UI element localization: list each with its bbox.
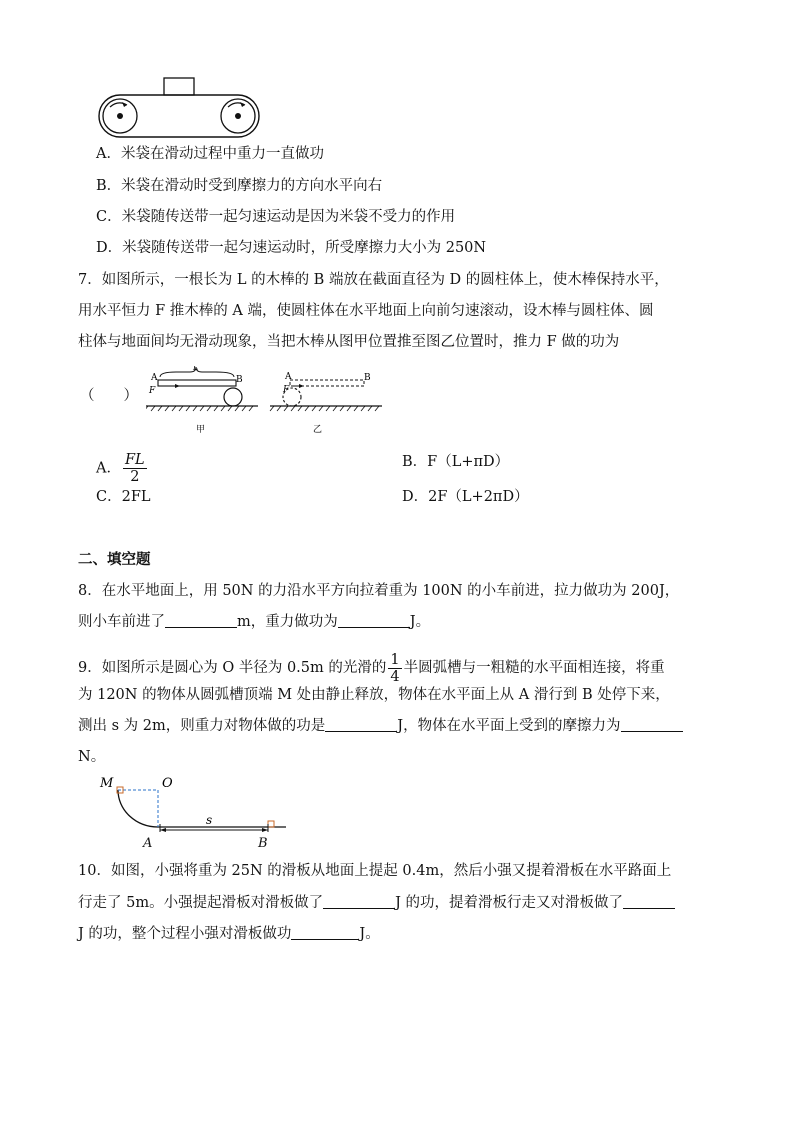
label-o: O [162,776,173,791]
q9-text-a: 9．如图所示是圆心为 O 半径为 0.5m 的光滑的 [78,660,387,676]
q9-text-d: J，物体在水平面上受到的摩擦力为 [397,718,621,734]
q9-line-4: N。 [78,749,106,765]
label-yi: 乙 [313,425,323,435]
q9-fraction-denominator: 4 [390,668,400,685]
q10-text-b: J 的功，提着滑板行走又对滑板做了 [395,895,624,911]
q9-fraction-numerator: 1 [390,651,400,668]
label-l: L [193,366,199,372]
option-d: D．米袋随传送带一起匀速运动时，所受摩擦力大小为 250N [96,240,487,256]
q7-option-c: C．2FL [96,489,151,505]
rice-bag [164,78,194,95]
block-at-b [268,821,274,827]
q9-line-3 [78,716,683,736]
q7-option-a [96,452,149,485]
q9-quarter-fraction [388,652,401,685]
label-s: s [206,813,213,827]
option-a: A．米袋在滑动过程中重力一直做功 [96,146,324,162]
q7-line-1: 7．如图所示，一根长为 L 的木棒的 B 端放在截面直径为 D 的圆柱体上，使木棒保持水平， [78,272,669,288]
label-b: B [258,836,268,851]
label-a: A [143,836,153,851]
label-f-jia: F [149,386,156,396]
q8-text-a: 则小车前进了 [78,614,165,630]
q8-line-2 [78,612,430,632]
label-a-yi: A [285,372,292,382]
q9-text-c: 测出 s 为 2m，则重力对物体做的功是 [78,718,326,734]
q10-text-a: 行走了 5m。小强提起滑板对滑板做了 [78,895,324,911]
q7-option-a-numerator: FL [124,452,145,468]
q9-text-b: 半圆弧槽与一粗糙的水平面相连接，将重 [403,660,665,676]
q10-blank-lift-work[interactable] [323,894,395,909]
q7-figure [146,366,386,438]
q8-text-c: J。 [409,614,431,630]
q9-line-1 [78,648,665,688]
q10-line-1: 10．如图，小强将重为 25N 的滑板从地面上提起 0.4m，然后小强又提着滑板在水平路面上 [78,863,672,879]
section-title: 二、填空题 [78,552,151,568]
option-b: B．米袋在滑动时受到摩擦力的方向水平向右 [96,178,383,194]
q7-line-2: 用水平恒力 F 推木棒的 A 端，使圆柱体在水平地面上向前匀速滚动，设木棒与圆柱体、圆 [78,303,654,319]
label-b-yi: B [364,373,371,383]
q10-text-c: J 的功，整个过程小强对滑板做功 [78,926,292,942]
q7-line-3: 柱体与地面间均无滑动现象，当把木棒从图甲位置推至图乙位置时，推力 F 做的功为 [78,334,620,350]
q9-line-2: 为 120N 的物体从圆弧槽顶端 M 处由静止释放，物体在水平面上从 A 滑行到 B 处停下来， [78,687,670,703]
label-f-yi: F [283,385,290,395]
q10-line-3 [78,924,380,944]
q10-blank-total-work[interactable] [291,925,359,940]
q7-option-a-denominator: 2 [130,469,140,485]
q8-blank-gravity-work[interactable] [338,613,410,628]
q8-text-b: m，重力做功为 [237,614,338,630]
label-a-jia: A [151,373,158,383]
arc-groove [118,790,158,827]
q10-blank-walk-work[interactable] [623,894,675,909]
q10-line-2 [78,893,675,913]
q7-option-b: B．F（L+πD） [402,454,510,470]
q10-text-d: J。 [359,926,380,942]
q9-blank-gravity-work[interactable] [325,717,397,732]
label-jia: 甲 [196,425,206,435]
q8-blank-distance[interactable] [165,613,237,628]
label-m: M [100,776,114,791]
conveyor-belt-figure [92,74,272,140]
label-b-jia: B [236,375,243,385]
q9-blank-friction[interactable] [621,717,683,732]
q7-option-a-prefix: A． [96,460,121,477]
q7-option-a-fraction [123,452,147,485]
q8-line-1: 8．在水平地面上，用 50N 的力沿水平方向拉着重为 100N 的小车前进，拉力做功为 200J， [78,583,680,599]
q7-option-d: D．2F（L+2πD） [402,489,529,505]
q7-answer-paren: （ ） [80,388,138,404]
option-c: C．米袋随传送带一起匀速运动是因为米袋不受力的作用 [96,209,456,225]
q9-figure [96,772,296,834]
